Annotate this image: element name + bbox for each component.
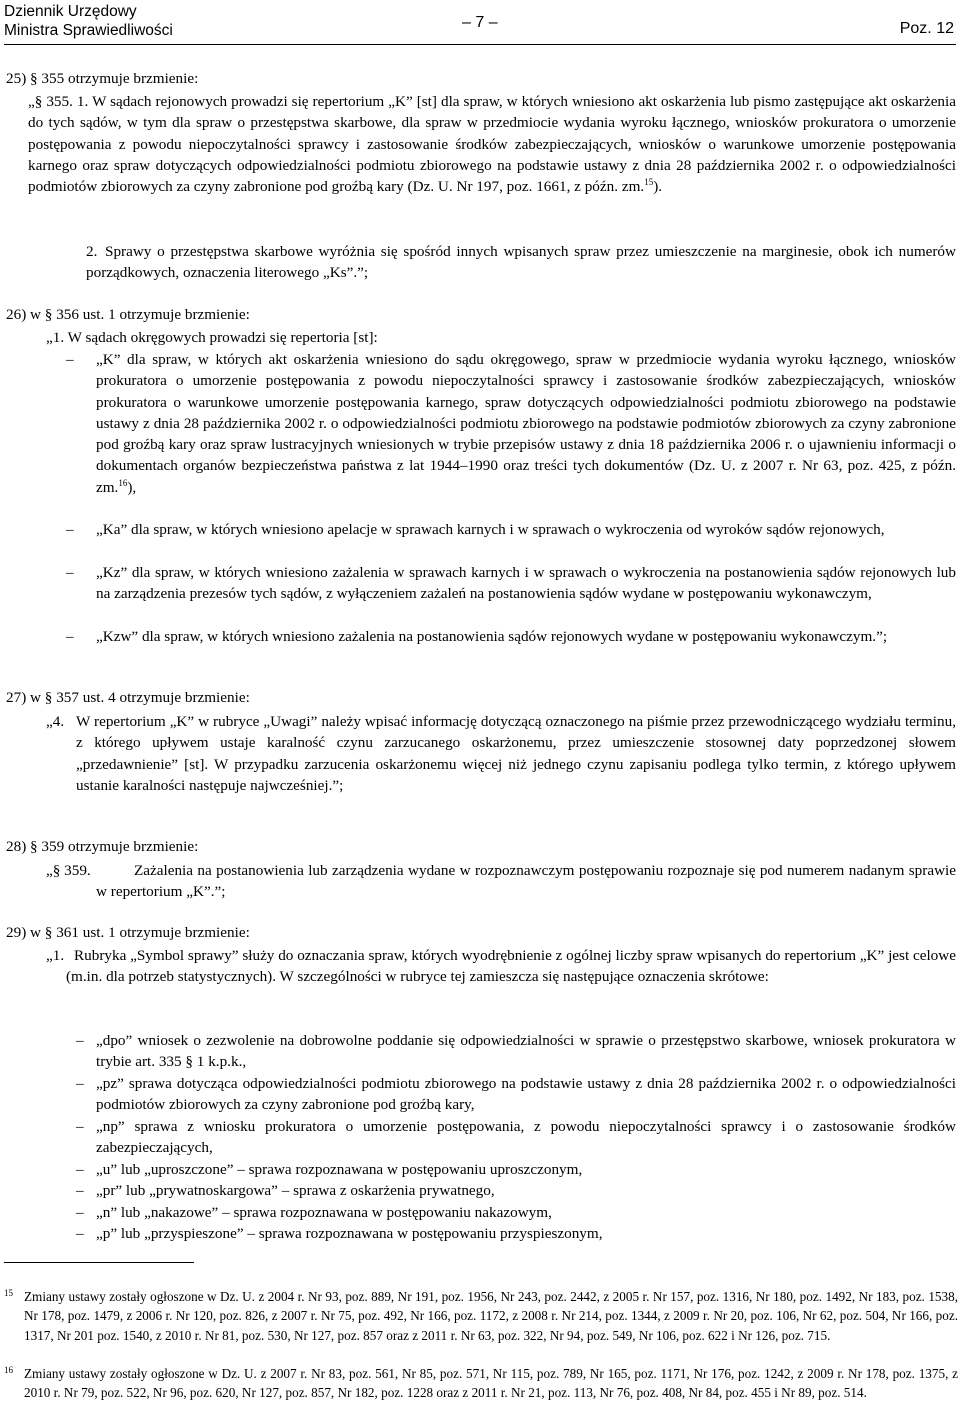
footnote-16 [4, 1364, 958, 1422]
list-dash: – [76, 1118, 84, 1135]
repertorium-k-item [96, 349, 956, 498]
paragraph-355-1-lead: „§ 355. 1. [28, 93, 89, 110]
footnote-15-number: 15 [4, 1288, 13, 1298]
symbol-pz-item: „pz” sprawa dotycząca odpowiedzialności podmiotu zbiorowego na podstawie ustawy z dnia 28 października 2002 r. o odpowiedzialności podmiotów zbiorowych za czyny zabronione pod groźbą kary, [96, 1075, 956, 1114]
list-dash: – [76, 1225, 84, 1242]
repertorium-k-tail: ), [127, 478, 137, 496]
list-dash: – [66, 564, 74, 581]
position-number: Poz. 12 [899, 20, 954, 37]
repertorium-kzw-item: „Kzw” dla spraw, w których wniesiono zażalenia na postanowienia sądów rejonowych wydane w postępowaniu wykonawczym.”; [96, 628, 888, 645]
page-number: – 7 – [462, 14, 498, 31]
list-dash: – [76, 1182, 84, 1199]
list-dash: – [66, 351, 74, 368]
paragraph-361-1-lead: „1. [46, 947, 65, 964]
footnote-ref-15: 15 [644, 177, 654, 188]
footnote-16-text: Zmiany ustawy zostały ogłoszone w Dz. U. z 2007 r. Nr 83, poz. 561, Nr 85, poz. 571, Nr 115, poz. 789, Nr 165, poz. 1171, Nr 176, poz. 1242, z 2009 r. Nr 178, poz. 1375, z 2010 r. Nr 79, poz. 522, Nr 96, poz. 620, Nr 127, poz. 857, Nr 182, poz. 1228 oraz z 2011 r. Nr 21, poz. 113, Nr 76, poz. 408, Nr 84, poz. 455 i Nr 89, poz. 514. [24, 1366, 958, 1401]
symbol-pr-item: „pr” lub „prywatnoskargowa” – sprawa z oskarżenia prywatnego, [96, 1182, 495, 1199]
amendment-29-heading: 29) w § 361 ust. 1 otrzymuje brzmienie: [6, 924, 250, 941]
paragraph-355-1-text: W sądach rejonowych prowadzi się repertorium „K” [st] dla spraw, w których wniesiono akt oskarżenia lub pismo zastępujące akt oskarżenia do tych sądów, w tym dla spraw o przestępstwa skarbowe, dla spraw w przedmiocie wydania wyroku łącznego, wniosków prokuratora o umorzenie postępowania z powodu niepoczytalności sprawcy i zastosowanie środków zabezpieczających, wniosków o warunkowe umorzenie postępowania karnego oraz spraw dotyczących odpowiedzialności podmiotu zbiorowego na podstawie ustawy z dnia 28 października 2002 r. o odpowiedzialności podmiotów zbiorowych za czyny zabronione pod groźbą kary (Dz. U. Nr 197, poz. 1661, z późn. zm. [28, 93, 956, 196]
paragraph-359-lead: „§ 359. [46, 862, 91, 879]
footnote-16-number: 16 [4, 1365, 13, 1375]
amendment-28-heading: 28) § 359 otrzymuje brzmienie: [6, 838, 199, 855]
paragraph-355-2-text: Sprawy o przestępstwa skarbowe wyróżnia się spośród innych wpisanych spraw przez umieszczenie na marginesie, obok ich numerów porządkowych, oznaczenia literowego „Ks”.”; [86, 243, 956, 282]
paragraph-359-text [96, 860, 956, 903]
symbol-dpo-item: „dpo” wniosek o zezwolenie na dobrowolne poddanie się odpowiedzialności w sprawie o przestępstwo skarbowe, wniosek prokuratora w trybie art. 335 § 1 k.p.k., [96, 1032, 956, 1071]
footnote-separator [4, 1262, 194, 1263]
repertorium-kz-item: „Kz” dla spraw, w których wniesiono zażalenia w sprawach karnych i w sprawach o wykroczenia na postanowienia sądów rejonowych lub na zarządzenia prezesów tych sądów, z wyłączeniem zażaleń na postanowienia sądów wydane w postępowaniu wykonawczym, [96, 564, 956, 603]
journal-title-line1: Dziennik Urzędowy [4, 3, 137, 20]
list-dash: – [66, 628, 74, 645]
page-header [0, 0, 960, 44]
repertorium-k-text: „K” dla spraw, w których akt oskarżenia wniesiono do sądu okręgowego, spraw w przedmiocie wydania wyroku łącznego, wniosków prokuratora o umorzenie postępowania z powodu niepoczytalności sprawcy i zastosowanie środków zabezpieczających, wniosków prokuratora o warunkowe umorzenie postępowania karnego, spraw dotyczących odpowiedzialności podmiotu zbiorowego na podstawie ustawy z dnia 28 października 2002 r. o odpowiedzialności podmiotu zbiorowego na podstawie podmiotów zbiorowych za czyny zabronione pod groźbą kary oraz spraw lustracyjnych wniesionych w trybie przepisów ustawy z dnia 18 października 2006 r. o ujawnieniu informacji o dokumentach organów bezpieczeństwa państwa z lat 1944–1990 oraz treści tych dokumentów (Dz. U. z 2007 r. Nr 63, poz. 425, z późn. zm. [96, 351, 956, 496]
list-dash: – [76, 1204, 84, 1221]
paragraph-355-1 [28, 91, 956, 197]
footnote-15 [4, 1287, 958, 1365]
amendment-26-heading: 26) w § 356 ust. 1 otrzymuje brzmienie: [6, 306, 250, 323]
amendment-27-heading: 27) w § 357 ust. 4 otrzymuje brzmienie: [6, 689, 250, 706]
symbol-u-item: „u” lub „uproszczone” – sprawa rozpoznawana w postępowaniu uproszczonym, [96, 1161, 583, 1178]
paragraph-361-1-text [66, 945, 956, 988]
paragraph-357-4-lead: „4. [46, 713, 65, 730]
list-dash: – [76, 1075, 84, 1092]
list-dash: – [66, 521, 74, 538]
paragraph-356-1-lead: „1. W sądach okręgowych prowadzi się repertoria [st]: [46, 329, 378, 346]
journal-title-line2: Ministra Sprawiedliwości [4, 22, 173, 39]
paragraph-357-4-text: W repertorium „K” w rubryce „Uwagi” należy wpisać informację dotyczącą oznaczonego na piśmie przez przewodniczącego wydziału terminu, z którego upływem ustaje karalność czynu zarzucanego oskarżonemu, przez umieszczenie stosownej daty poprzedzonej słowem „przedawnienie” [st]. W przypadku zarzucenia oskarżonemu więcej niż jednego czynu zapisaniu podlega tylko termin, z którego upływem ustanie karalności następuje najwcześniej.”; [76, 713, 956, 794]
paragraph-355-2-lead: 2. [86, 243, 98, 260]
footnote-ref-16: 16 [118, 477, 128, 488]
list-dash: – [76, 1161, 84, 1178]
repertorium-ka-item: „Ka” dla spraw, w których wniesiono apelacje w sprawach karnych i w sprawach o wykroczenia od wyroków sądów rejonowych, [96, 521, 885, 538]
paragraph-361-1-body: Rubryka „Symbol sprawy” służy do oznaczania spraw, których wyodrębnienie z ogólnej liczby spraw wpisanych do repertorium „K” jest celowe (m.in. dla potrzeb statystycznych). W szczególności w rubryce tej zamieszcza się następujące oznaczenia skrótowe: [66, 947, 956, 986]
symbol-n-item: „n” lub „nakazowe” – sprawa rozpoznawana w postępowaniu nakazowym, [96, 1204, 552, 1221]
symbol-np-item: „np” sprawa z wniosku prokuratora o umorzenie postępowania, z powodu niepoczytalności sprawcy i o zastosowanie środków zabezpieczających, [96, 1118, 956, 1157]
journal-title [4, 2, 173, 40]
list-dash: – [76, 1032, 84, 1049]
symbol-p-item: „p” lub „przyspieszone” – sprawa rozpoznawana w postępowaniu przyspieszonym, [96, 1225, 603, 1242]
amendment-25-heading: 25) § 355 otrzymuje brzmienie: [6, 70, 199, 87]
header-rule [4, 44, 956, 45]
paragraph-359-body: Zażalenia na postanowienia lub zarządzenia wydane w rozpoznawczym postępowaniu rozpoznaje się pod numerem nadanym sprawie w repertorium „K”.”; [96, 862, 956, 901]
paragraph-355-1-tail: ). [653, 178, 663, 196]
footnote-15-text: Zmiany ustawy zostały ogłoszone w Dz. U. z 2004 r. Nr 93, poz. 889, Nr 191, poz. 1956, Nr 243, poz. 2442, z 2005 r. Nr 157, poz. 1316, Nr 180, poz. 1492, Nr 183, poz. 1538, Nr 178, poz. 1479, z 2006 r. Nr 120, poz. 826, z 2007 r. Nr 75, poz. 492, Nr 166, poz. 1172, z 2008 r. Nr 214, poz. 1344, z 2009 r. Nr 20, poz. 106, Nr 62, poz. 504, Nr 166, poz. 1317, Nr 201 poz. 1540, z 2010 r. Nr 81, poz. 530, Nr 127, poz. 857 oraz z 2011 r. Nr 63, poz. 322, Nr 94, poz. 549, Nr 106, poz. 622 i Nr 126, poz. 715. [24, 1289, 958, 1343]
